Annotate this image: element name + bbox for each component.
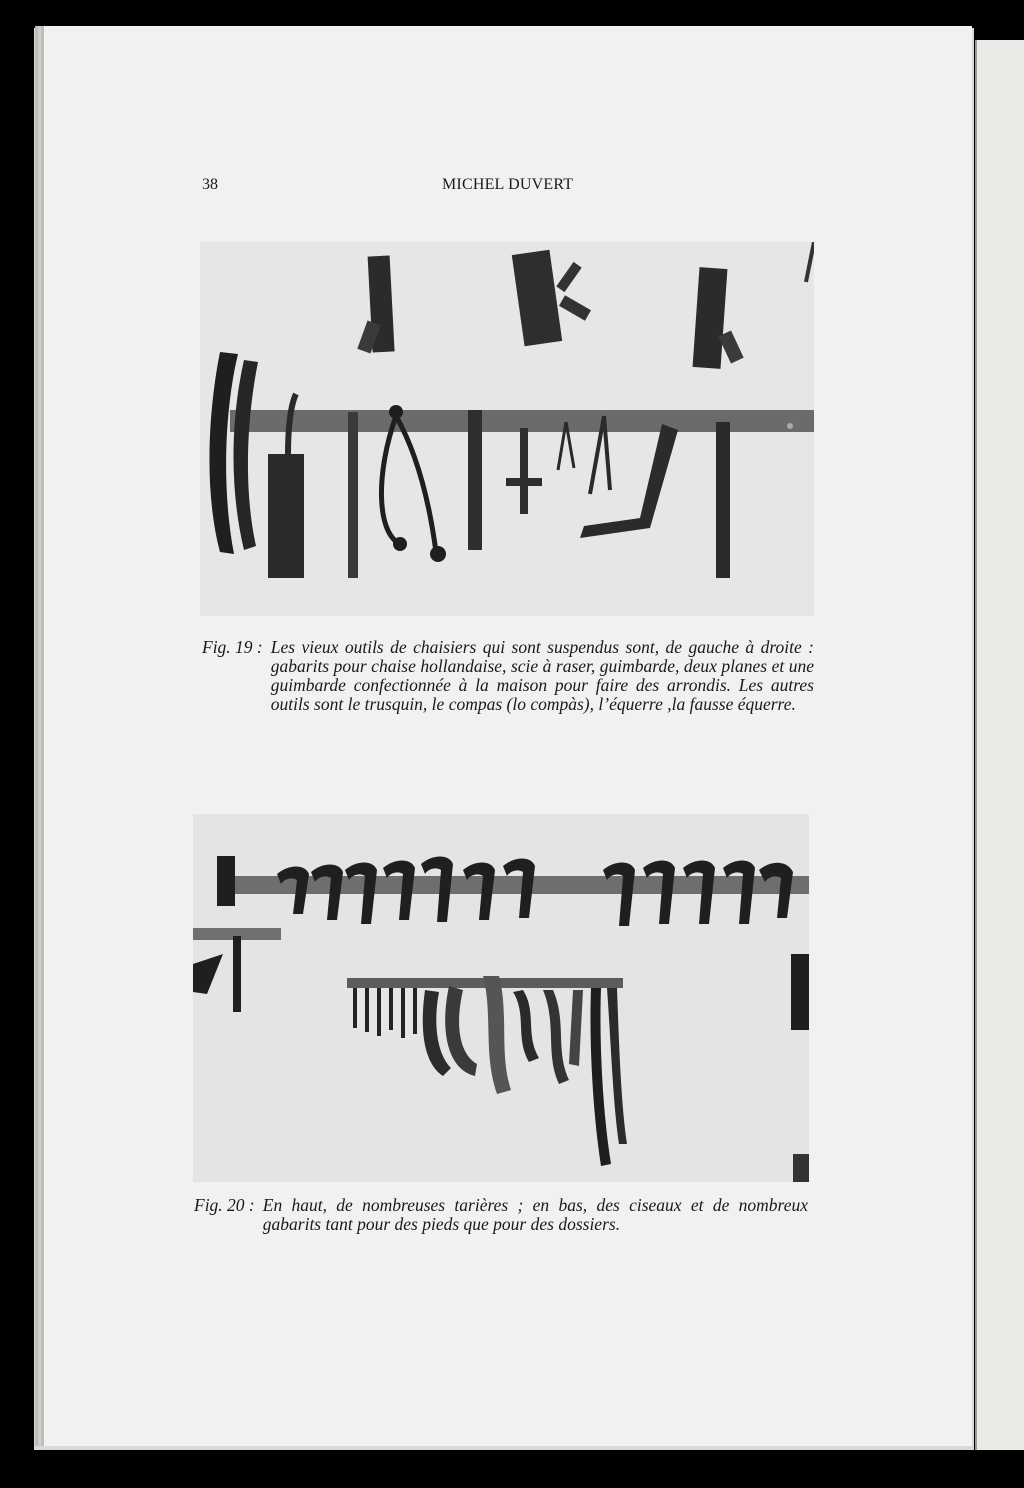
fig19-label: Fig. 19 : [202,637,263,657]
running-head [202,176,814,200]
fig20-photograph [193,814,809,1182]
fig19-caption-text: Les vieux outils de chaisiers qui sont suspendus sont, de gauche à droite : gabarits pour chaise hollandaise, scie à raser, guimbarde, deux planes et une guimbarde confectionnée à la maison pour faire des arrondis. Les autres outils sont le trusquin, le compas (lo compàs), l’équerre ,la fausse équerre. [270,637,814,714]
fig19-caption [202,638,814,714]
fig20-label: Fig. 20 : [194,1195,255,1215]
fig20-caption [194,1196,808,1234]
facing-page-edge [975,40,1024,1450]
fig20-caption-text: En haut, de nombreuses tarières ; en bas, des ciseaux et de nombreux gabarits tant pour des pieds que pour des dossiers. [262,1195,808,1234]
fig19-tools-illustration [200,242,814,616]
fig20-tools-illustration [193,814,809,1182]
author-name: MICHEL DUVERT [442,176,574,193]
fig19-photograph [200,242,814,616]
page-number: 38 [202,176,218,193]
